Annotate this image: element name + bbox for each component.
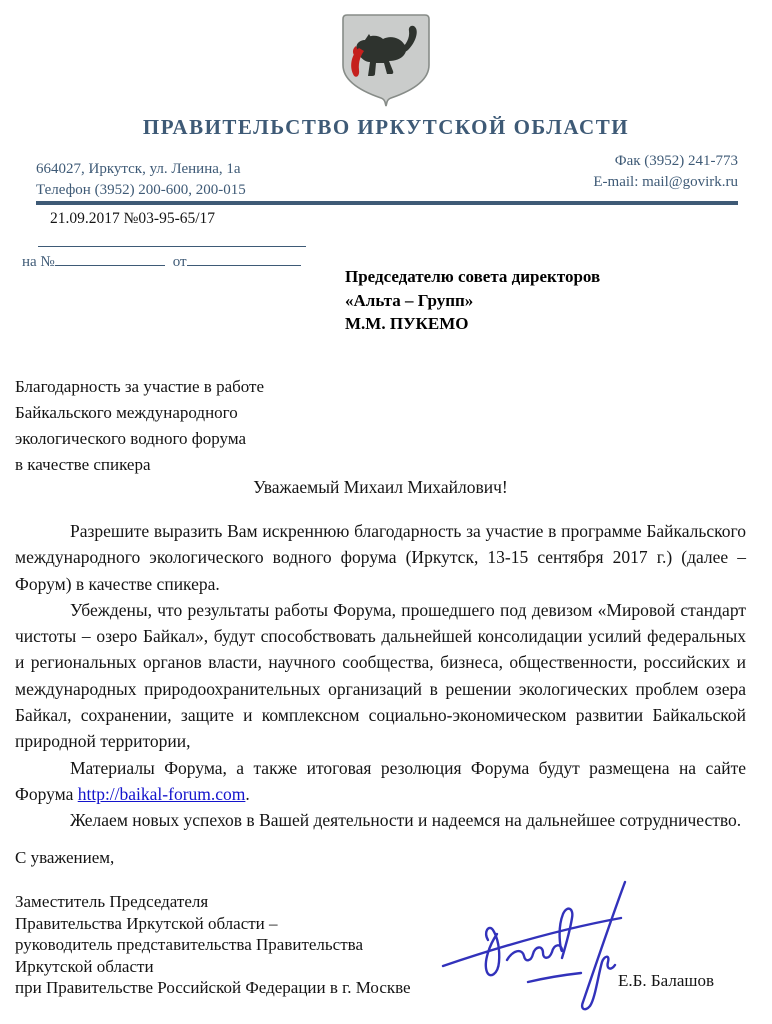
position-line: Заместитель Председателя xyxy=(15,892,209,911)
signer-position-block xyxy=(15,891,411,999)
on-number-label: на № xyxy=(22,254,55,270)
subject-block xyxy=(15,374,264,478)
handwritten-signature xyxy=(435,866,770,1024)
letterhead-divider xyxy=(36,201,738,205)
reply-reference-line xyxy=(22,251,301,271)
recipient-company: «Альта – Групп» xyxy=(345,290,474,310)
forum-site-link[interactable]: http://baikal-forum.com xyxy=(77,783,246,804)
subject-line: экологического водного форума xyxy=(15,429,247,448)
position-line: руководитель представительства Правительства xyxy=(15,935,363,955)
position-line: при Правительстве Российской Федерации в г. Москве xyxy=(15,978,411,998)
paragraph-4: Желаем новых успехов в Вашей деятельности и надеемся на дальнейшее сотрудничество. xyxy=(70,810,742,831)
document-date-number: 21.09.2017 №03-95-65/17 xyxy=(50,210,216,227)
recipient-block xyxy=(345,265,600,336)
fax-line: Фак (3952) 241-773 xyxy=(614,153,738,169)
signer-name: Е.Б. Балашов xyxy=(618,971,714,990)
paragraph-3-period: . xyxy=(245,783,250,804)
on-number-blank xyxy=(55,251,165,266)
recipient-position: Председателю совета директоров xyxy=(345,267,601,286)
contact-block xyxy=(593,151,738,193)
paragraph-3-text: Материалы Форума, а также итоговая резолюция Форума будут размещена на сайте Форума xyxy=(15,757,746,804)
position-line: Иркутской области xyxy=(15,956,154,976)
phone-line: Телефон (3952) 200-600, 200-015 xyxy=(36,182,246,198)
recipient-name: М.М. ПУКЕМО xyxy=(345,314,469,333)
email-line: E-mail: mail@govirk.ru xyxy=(593,174,738,190)
address-block xyxy=(36,159,246,201)
greeting: Уважаемый Михаил Михайлович! xyxy=(253,477,508,497)
subject-line: Байкальского международного xyxy=(15,403,238,422)
letter-body xyxy=(15,518,746,834)
from-label: от xyxy=(172,254,187,270)
subject-line: Благодарность за участие в работе xyxy=(15,377,265,396)
paragraph-2: Убеждены, что результаты работы Форума, прошедшего под девизом «Мировой стандарт чистоты – озеро Байкал», будут способствовать дальнейшей консолидации усилий федеральных и региональных органов власти, научного сообщества, бизнеса, общественности, российских и международных природоохранительных организаций в решении экологических проблем озера Байкал, сохранении, защите и комплексном социально-экономическом развитии Байкальской природной территории, xyxy=(15,599,746,752)
organization-title: ПРАВИТЕЛЬСТВО ИРКУТСКОЙ ОБЛАСТИ xyxy=(142,115,630,139)
reference-underline xyxy=(38,246,306,247)
irkutsk-babr-emblem-icon xyxy=(336,12,436,112)
paragraph-1: Разрешите выразить Вам искреннюю благодарность за участие в программе Байкальского международного экологического водного форума (Иркутск, 13-15 сентября 2017 г.) (далее – Форум) в качестве спикера. xyxy=(15,521,746,594)
address-line: 664027, Иркутск, ул. Ленина, 1а xyxy=(36,161,241,177)
paragraph-3 xyxy=(15,755,746,808)
subject-line: в качестве спикера xyxy=(15,455,151,474)
closing-salutation: С уважением, xyxy=(15,848,115,867)
from-blank xyxy=(187,251,301,266)
signature-ink-icon xyxy=(435,866,770,1024)
position-line: Правительства Иркутской области – xyxy=(15,913,278,933)
coat-of-arms xyxy=(336,12,436,112)
